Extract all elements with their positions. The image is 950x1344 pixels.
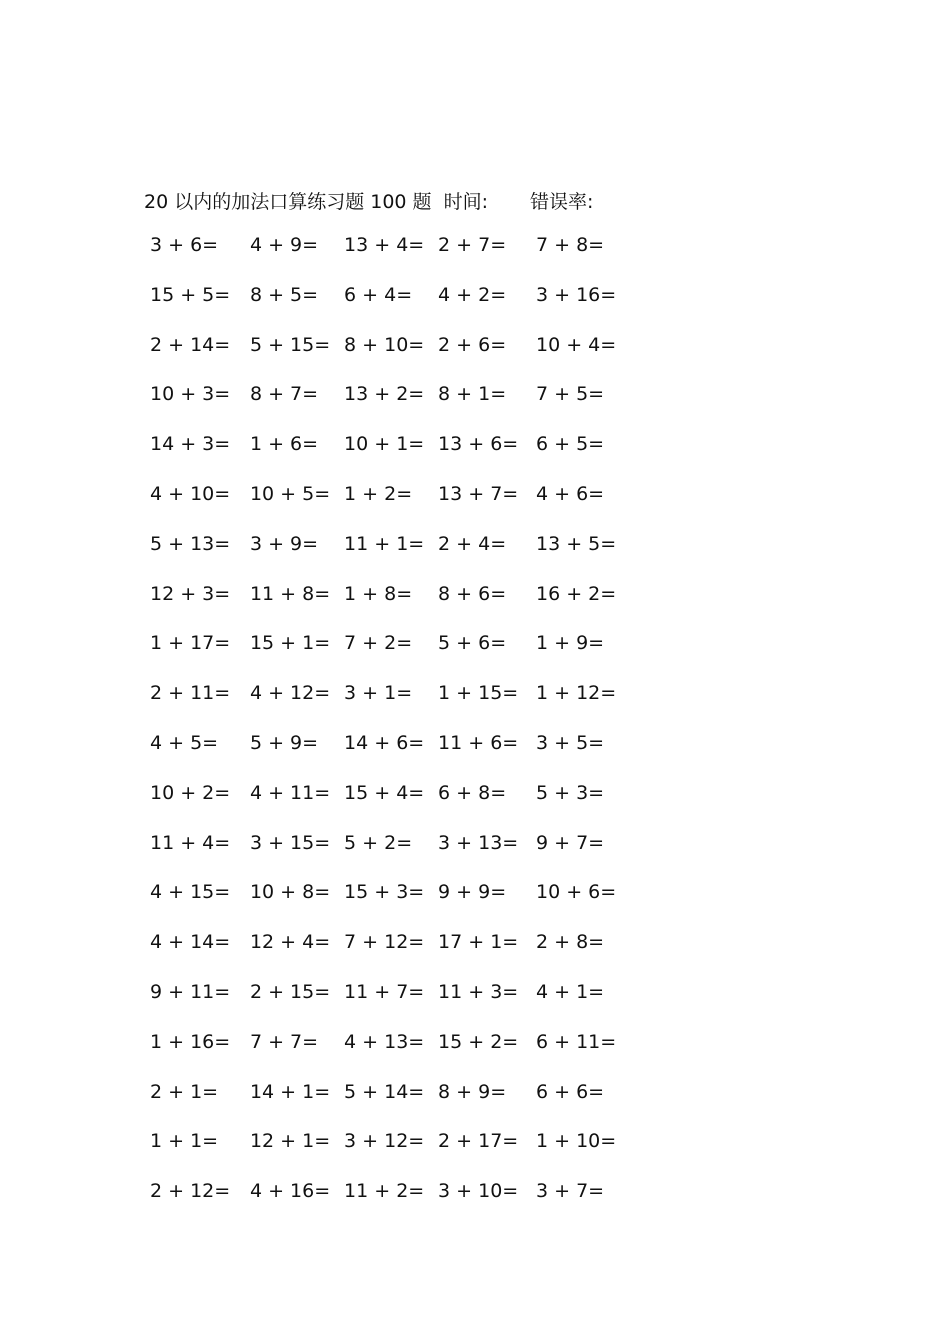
problem-cell: 10 + 3= [150,383,231,406]
problem-cell: 4 + 16= [249,1180,331,1203]
problem-cell: 10 + 5= [249,482,331,505]
problem-cell: 8 + 7= [249,383,319,406]
problem-cell: 2 + 12= [150,1180,231,1203]
problem-cell: 17 + 1= [438,931,519,954]
problem-cell: 8 + 5= [249,283,319,306]
problem-cell: 6 + 5= [536,433,605,456]
problem-row [146,1130,626,1180]
problem-cell: 12 + 3= [150,582,231,605]
problem-row [146,931,626,981]
problem-cell: 1 + 15= [438,682,519,705]
problem-cell: 14 + 1= [249,1080,331,1103]
problem-row [146,782,626,832]
problem-cell: 15 + 4= [344,781,425,804]
problem-cell: 5 + 6= [438,632,507,655]
problem-cell: 7 + 5= [536,383,605,406]
problem-cell: 14 + 3= [150,433,231,456]
problem-cell: 4 + 6= [536,482,605,505]
problem-cell: 3 + 6= [150,234,219,256]
problem-cell: 5 + 2= [344,831,413,854]
problem-cell: 6 + 4= [344,283,413,306]
problem-cell: 5 + 14= [344,1080,425,1103]
problem-cell: 5 + 3= [536,781,605,804]
problem-cell: 3 + 1= [344,682,413,705]
problem-cell: 8 + 10= [344,333,425,356]
problem-cell: 12 + 4= [249,931,331,954]
problem-row [146,433,626,483]
problem-cell: 4 + 1= [536,980,605,1003]
problem-cell: 11 + 4= [150,831,231,854]
problem-cell: 3 + 15= [249,831,331,854]
problem-cell: 4 + 13= [344,1030,425,1053]
worksheet-title: 20 以内的加法口算练习题 100 题 [144,190,432,213]
problem-row [146,1081,626,1131]
problem-cell: 11 + 6= [438,731,519,754]
problem-cell: 2 + 15= [249,980,331,1003]
problem-cell: 1 + 1= [150,1130,219,1153]
problem-row [146,981,626,1031]
problem-cell: 10 + 4= [536,333,617,356]
problem-row [146,383,626,433]
problem-cell: 2 + 4= [438,532,507,555]
problem-cell: 3 + 13= [438,831,519,854]
problem-cell: 16 + 2= [536,582,617,605]
problem-cell: 9 + 9= [438,881,507,904]
problem-cell: 6 + 11= [536,1030,617,1053]
problem-cell: 8 + 6= [438,582,507,605]
error-rate-label: 错误率: [529,190,594,213]
problem-cell: 2 + 8= [536,931,605,954]
problem-cell: 4 + 2= [438,283,507,306]
problem-row [146,732,626,782]
problem-cell: 10 + 6= [536,881,617,904]
problem-cell: 8 + 1= [438,383,507,406]
problem-cell: 3 + 5= [536,731,605,754]
problem-row [146,832,626,882]
problem-cell: 1 + 17= [150,632,231,655]
problem-row [146,284,626,334]
problem-cell: 4 + 11= [249,781,331,804]
problem-cell: 10 + 8= [249,881,331,904]
problem-cell: 6 + 6= [536,1080,605,1103]
problem-cell: 3 + 10= [438,1180,519,1203]
problem-cell: 4 + 5= [150,731,219,754]
problem-row [146,632,626,682]
problem-cell: 15 + 1= [249,632,331,655]
problem-cell: 13 + 5= [536,532,617,555]
problem-cell: 11 + 7= [344,980,425,1003]
problem-cell: 4 + 12= [249,682,331,705]
problem-cell: 4 + 14= [150,931,231,954]
problem-cell: 11 + 1= [344,532,425,555]
problem-cell: 2 + 14= [150,333,231,356]
problem-cell: 5 + 9= [249,731,319,754]
problem-cell: 15 + 3= [344,881,425,904]
problem-cell: 2 + 17= [438,1130,519,1153]
problem-cell: 1 + 2= [344,482,413,505]
problem-grid [146,234,626,1230]
problem-cell: 1 + 9= [536,632,605,655]
problem-cell: 3 + 12= [344,1130,425,1153]
problem-cell: 1 + 6= [249,433,319,456]
problem-cell: 13 + 6= [438,433,519,456]
problem-cell: 7 + 2= [344,632,413,655]
time-label: 时间: [443,190,488,213]
problem-row [146,334,626,384]
problem-cell: 11 + 8= [249,582,331,605]
problem-cell: 13 + 2= [344,383,425,406]
problem-cell: 3 + 16= [536,283,617,306]
problem-cell: 6 + 8= [438,781,507,804]
problem-row [146,1180,626,1230]
problem-cell: 3 + 9= [249,532,319,555]
problem-row [146,483,626,533]
problem-cell: 2 + 6= [438,333,507,356]
problem-cell: 13 + 4= [344,234,425,256]
problem-cell: 7 + 7= [249,1030,319,1053]
problem-cell: 15 + 2= [438,1030,519,1053]
problem-cell: 4 + 10= [150,482,231,505]
problem-cell: 9 + 7= [536,831,605,854]
problem-cell: 13 + 7= [438,482,519,505]
problem-cell: 4 + 15= [150,881,231,904]
problem-cell: 5 + 15= [249,333,331,356]
problem-cell: 8 + 9= [438,1080,507,1103]
problem-cell: 7 + 8= [536,234,605,256]
problem-cell: 12 + 1= [249,1130,331,1153]
problem-cell: 3 + 7= [536,1180,605,1203]
problem-cell: 2 + 11= [150,682,231,705]
problem-cell: 1 + 12= [536,682,617,705]
problem-cell: 1 + 16= [150,1030,231,1053]
problem-cell: 10 + 2= [150,781,231,804]
problem-row [146,682,626,732]
problem-cell: 7 + 12= [344,931,425,954]
problem-cell: 2 + 7= [438,234,507,256]
problem-row [146,533,626,583]
problem-cell: 11 + 2= [344,1180,425,1203]
problem-row [146,583,626,633]
problem-cell: 11 + 3= [438,980,519,1003]
problem-cell: 10 + 1= [344,433,425,456]
problem-cell: 1 + 10= [536,1130,617,1153]
worksheet-header [144,186,593,214]
problem-cell: 15 + 5= [150,283,231,306]
problem-cell: 1 + 8= [344,582,413,605]
problem-cell: 2 + 1= [150,1080,219,1103]
problem-cell: 4 + 9= [249,234,319,256]
problem-cell: 14 + 6= [344,731,425,754]
problem-cell: 9 + 11= [150,980,231,1003]
problem-row [146,234,626,284]
problem-row [146,881,626,931]
problem-cell: 5 + 13= [150,532,231,555]
problem-row [146,1031,626,1081]
